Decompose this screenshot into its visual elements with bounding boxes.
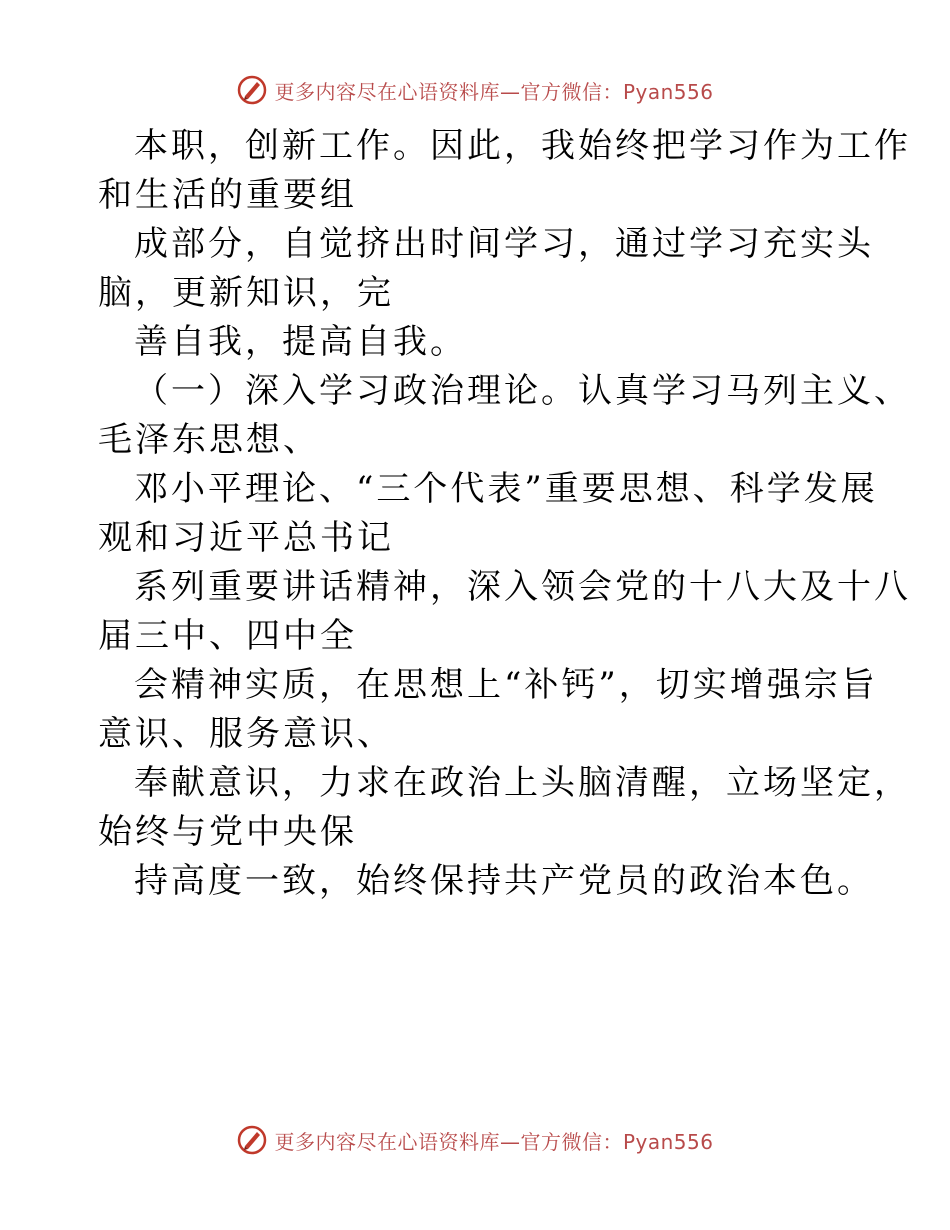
text-line: 会精神实质，在思想上“补钙”，切实增强宗旨 — [134, 665, 878, 705]
text-line: 观和习近平总书记 — [98, 518, 394, 558]
header-banner-text: 更多内容尽在心语资料库—官方微信：Pyan556 — [274, 79, 714, 104]
pen-logo-icon — [236, 1124, 268, 1156]
text-line: 届三中、四中全 — [98, 616, 357, 656]
text-line: 意识、服务意识、 — [98, 714, 394, 754]
footer-banner — [0, 1120, 950, 1160]
footer-banner-text: 更多内容尽在心语资料库—官方微信：Pyan556 — [274, 1129, 714, 1154]
header-banner — [0, 70, 950, 110]
text-line: 善自我，提高自我。 — [134, 322, 467, 362]
text-line: 持高度一致，始终保持共产党员的政治本色。 — [134, 861, 874, 901]
text-line: 脑，更新知识，完 — [98, 273, 394, 313]
text-line: 成部分，自觉挤出时间学习，通过学习充实头 — [134, 224, 874, 264]
text-line: 系列重要讲话精神，深入领会党的十八大及十八 — [134, 567, 911, 607]
text-line: 和生活的重要组 — [98, 175, 357, 215]
text-line: 奉献意识，力求在政治上头脑清醒，立场坚定， — [134, 763, 911, 803]
pen-logo-icon — [236, 74, 268, 106]
text-line: 始终与党中央保 — [98, 812, 357, 852]
text-line: 本职，创新工作。因此，我始终把学习作为工作 — [134, 126, 911, 166]
text-line: （一）深入学习政治理论。认真学习马列主义、 — [134, 371, 911, 411]
text-line: 毛泽东思想、 — [98, 420, 320, 460]
text-line: 邓小平理论、“三个代表”重要思想、科学发展 — [134, 469, 878, 509]
body-text — [98, 122, 911, 906]
